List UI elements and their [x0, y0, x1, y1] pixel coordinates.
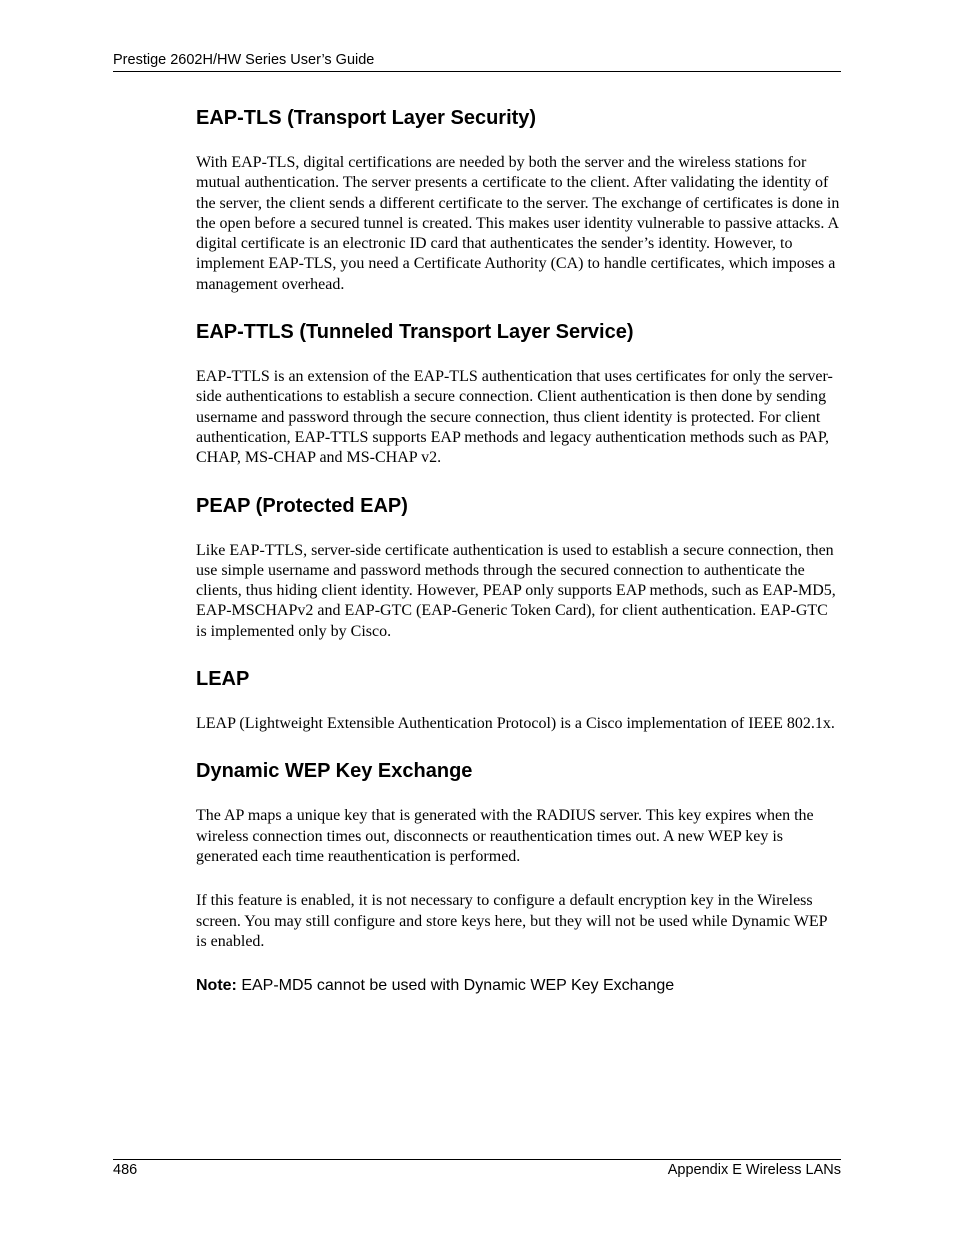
body-paragraph: The AP maps a unique key that is generated with the RADIUS server. This key expires when the wireless connection times out, disconnects or reauthentication times out. A new WEP key is generated each time reauthentication is performed. — [196, 807, 814, 865]
chapter-title: Appendix E Wireless LANs — [667, 1162, 841, 1178]
section-heading: Dynamic WEP Key Exchange — [196, 760, 473, 783]
page-content — [196, 105, 841, 996]
section-heading: EAP-TLS (Transport Layer Security) — [196, 107, 537, 129]
body-paragraph: LEAP (Lightweight Extensible Authentication Protocol) is a Cisco implementation of IEEE 802.1x. — [196, 715, 835, 733]
note-text: EAP-MD5 cannot be used with Dynamic WEP Key Exchange — [236, 977, 675, 995]
section-eap-ttls — [196, 319, 841, 468]
section-eap-tls — [196, 105, 841, 295]
section-dynamic-wep — [196, 758, 841, 952]
section-heading: LEAP — [196, 668, 250, 691]
header-divider — [113, 71, 841, 72]
section-heading: EAP-TTLS (Tunneled Transport Layer Service) — [196, 321, 634, 344]
body-paragraph: Like EAP-TTLS, server-side certificate authentication is used to establish a secure connection, then use simple username and password methods through the secured connection to authenticate the clients, thus hiding client identity. However, PEAP only supports EAP methods, such as EAP-MD5, EAP-MSCHAPv2 and EAP-GTC (EAP-Generic Token Card), for client authentication. EAP-GTC is implemented only by Cisco. — [196, 541, 836, 640]
note-callout — [196, 976, 841, 996]
running-header: Prestige 2602H/HW Series User’s Guide — [113, 52, 375, 68]
body-paragraph: EAP-TTLS is an extension of the EAP-TLS authentication that uses certificates for only the server-side authentications to establish a secure connection. Client authentication is then done by sending username and password through the secure connection, thus client identity is protected. For client authentication, EAP-TTLS supports EAP methods and legacy authentication methods such as PAP, CHAP, MS-CHAP and MS-CHAP v2. — [196, 368, 833, 467]
note-label: Note: — [196, 977, 237, 995]
footer-divider — [113, 1159, 841, 1160]
page-number: 486 — [113, 1162, 138, 1178]
section-leap — [196, 666, 841, 734]
body-paragraph: If this feature is enabled, it is not necessary to configure a default encryption key in the Wireless screen. You may still configure and store keys here, but they will not be used while Dynamic WEP is enabled. — [196, 892, 827, 950]
section-peap — [196, 493, 841, 642]
section-heading: PEAP (Protected EAP) — [196, 494, 408, 517]
body-paragraph: With EAP-TLS, digital certifications are needed by both the server and the wireless stations for mutual authentication. The server presents a certificate to the client. After validating the identity of the server, the client sends a different certificate to the server. The exchange of certificates is done in the open before a secured tunnel is created. This makes user identity vulnerable to passive attacks. A digital certificate is an electronic ID card that authenticates the sender’s identity. However, to implement EAP-TLS, you need a Certificate Authority (CA) to handle certificates, which imposes a management overhead. — [196, 154, 840, 293]
